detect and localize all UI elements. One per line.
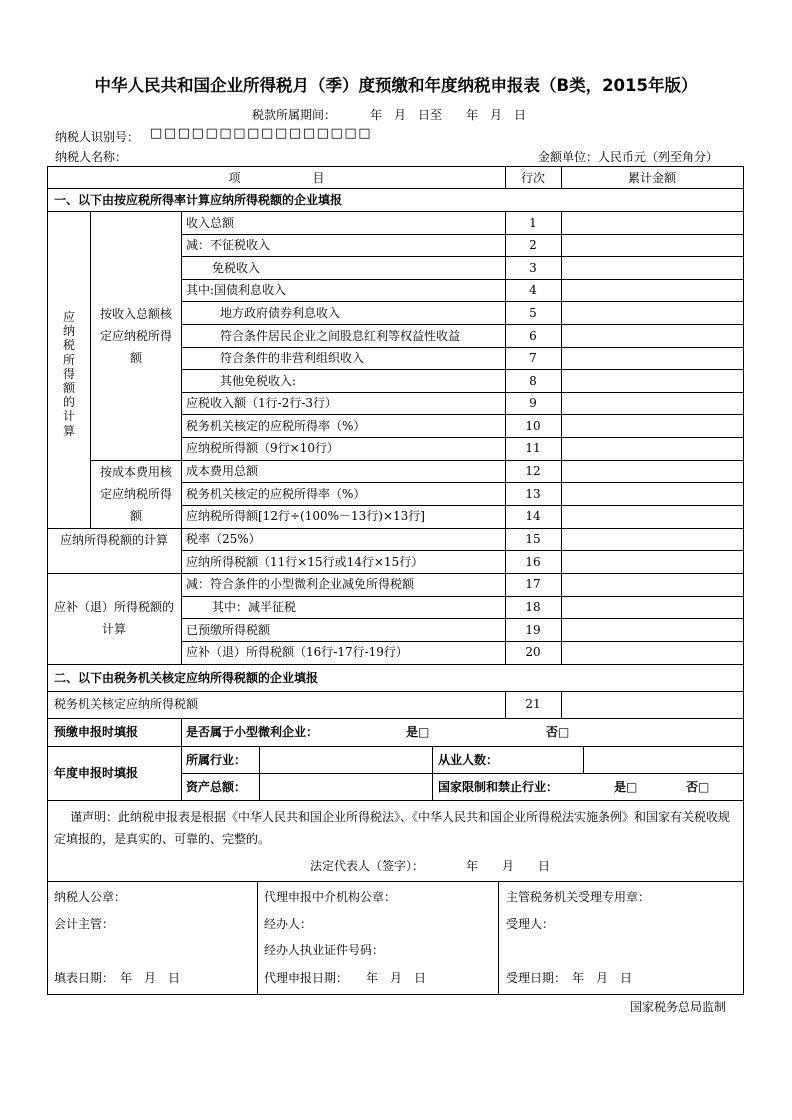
small-enterprise-yes-checkbox[interactable]: 是□ (406, 725, 430, 739)
receive-date-label: 受理日期： 年 月 日 (506, 971, 633, 985)
row-label: 已预缴所得税额 (186, 623, 271, 637)
row-number: 9 (529, 396, 537, 410)
row-label: 应补（退）所得税额（16行-17行-19行） (186, 645, 408, 659)
period-label: 税款所属期间： (252, 108, 337, 122)
small-enterprise-no-checkbox[interactable]: 否□ (546, 725, 570, 739)
row-number: 1 (529, 216, 537, 230)
sub-group-by-cost: 按成本费用核定应纳税所得额 (99, 465, 172, 523)
accountant-label: 会计主管： (54, 917, 115, 931)
row-number: 10 (525, 419, 541, 433)
row-label: 税务机关核定的应税所得率（%） (186, 419, 366, 433)
row-number: 19 (525, 623, 541, 637)
page-title: 中华人民共和国企业所得税月（季）度预缴和年度纳税申报表（B类，2015年版） (94, 76, 698, 95)
handler-label: 经办人： (264, 917, 313, 931)
row-number: 13 (525, 487, 541, 501)
supervisor-note: 国家税务总局监制 (630, 1000, 727, 1014)
taxpayer-id-label: 纳税人识别号： (55, 130, 140, 144)
authority-seal-label: 主管税务机关受理专用章： (506, 890, 651, 904)
taxpayer-id-boxes[interactable]: □□□□□□□□□□□□□□□□ (150, 126, 373, 141)
row-label: 减：不征税收入 (186, 238, 271, 252)
section2-title: 二、以下由税务机关核定应纳所得税额的企业填报 (54, 671, 319, 685)
row-number: 4 (529, 283, 537, 297)
section2-row-number: 21 (525, 697, 541, 711)
section1-title: 一、以下由按应税所得率计算应纳所得税额的企业填报 (54, 193, 343, 207)
fill-date-label: 填表日期： 年 月 日 (54, 971, 181, 985)
restricted-no-checkbox[interactable]: 否□ (686, 780, 710, 794)
row-number: 15 (525, 532, 541, 546)
row-label: 应纳税所得额（9行×10行） (186, 441, 339, 455)
assets-label: 资产总额： (186, 780, 247, 794)
prepay-label: 预缴申报时填报 (54, 725, 139, 739)
row-number: 12 (525, 464, 541, 478)
industry-label: 所属行业： (186, 753, 247, 767)
row-number: 2 (529, 238, 537, 252)
row-label: 减：符合条件的小型微利企业减免所得税额 (186, 577, 415, 591)
group-taxable-income: 应纳税所得额的计算 (62, 310, 75, 438)
header-row-no: 行次 (520, 171, 545, 185)
legal-rep-signature: 法定代表人（签字）： 年 月 日 (310, 859, 551, 873)
agent-seal-label: 代理申报中介机构公章： (264, 890, 397, 904)
row-label: 应纳所得税额（11行×15行或14行×15行） (186, 555, 424, 569)
row-label: 税率（25%） (186, 532, 261, 546)
row-label: 免税收入 (212, 261, 261, 275)
header-amount: 累计金额 (627, 171, 676, 185)
group-tax-calc: 应纳所得税额的计算 (59, 533, 168, 547)
agent-date-label: 代理申报日期： 年 月 日 (264, 971, 427, 985)
row-number: 14 (525, 509, 541, 523)
row-number: 18 (525, 600, 541, 614)
section2-row-label: 税务机关核定应纳所得税额 (54, 697, 199, 711)
row-label: 税务机关核定的应税所得率（%） (186, 487, 366, 501)
row-label: 其他免税收入: (220, 374, 297, 388)
row-number: 6 (529, 329, 537, 343)
row-number: 5 (529, 306, 537, 320)
group-refund-calc: 应补（退）所得税额的计算 (54, 600, 175, 636)
employees-label: 从业人数： (438, 753, 499, 767)
row-number: 3 (529, 261, 537, 275)
row-label: 应纳税所得额[12行÷(100%－13行)×13行] (186, 509, 425, 523)
row-label: 地方政府债券利息收入 (220, 306, 341, 320)
small-enterprise-question: 是否属于小型微利企业： (186, 725, 319, 739)
taxpayer-name-label: 纳税人名称： (55, 150, 128, 164)
row-label: 收入总额 (186, 216, 235, 230)
row-number: 20 (525, 645, 541, 659)
row-number: 7 (529, 351, 537, 365)
sub-group-by-income: 按收入总额核定应纳税所得额 (99, 307, 172, 365)
row-number: 11 (525, 441, 541, 455)
row-label: 符合条件的非营利组织收入 (220, 351, 365, 365)
header-item: 项 目 (228, 171, 325, 185)
row-label: 成本费用总额 (186, 464, 259, 478)
restricted-industry-label: 国家限制和禁止行业： (438, 780, 559, 794)
row-number: 16 (525, 555, 541, 569)
row-label: 其中:国债利息收入 (186, 283, 287, 297)
handler-cert-label: 经办人执业证件号码： (264, 943, 385, 957)
receiver-label: 受理人： (506, 917, 555, 931)
restricted-yes-checkbox[interactable]: 是□ (614, 780, 638, 794)
row-label: 符合条件居民企业之间股息红利等权益性收益 (220, 329, 461, 343)
period-dates: 年 月 日至 年 月 日 (370, 108, 527, 122)
row-label: 应税收入额（1行-2行-3行） (186, 396, 338, 410)
row-number: 17 (525, 577, 541, 591)
taxpayer-seal-label: 纳税人公章： (54, 890, 127, 904)
row-number: 8 (529, 374, 537, 388)
row-label: 其中：减半征税 (212, 600, 297, 614)
annual-label: 年度申报时填报 (54, 766, 139, 780)
declaration-text: 谨声明：此纳税申报表是根据《中华人民共和国企业所得税法》、《中华人民共和国企业所得税法实施条例》和国家有关税收规定填报的，是真实的、可靠的、完整的。 (54, 810, 731, 846)
unit-label: 金额单位：人民币元（列至角分） (538, 150, 719, 164)
